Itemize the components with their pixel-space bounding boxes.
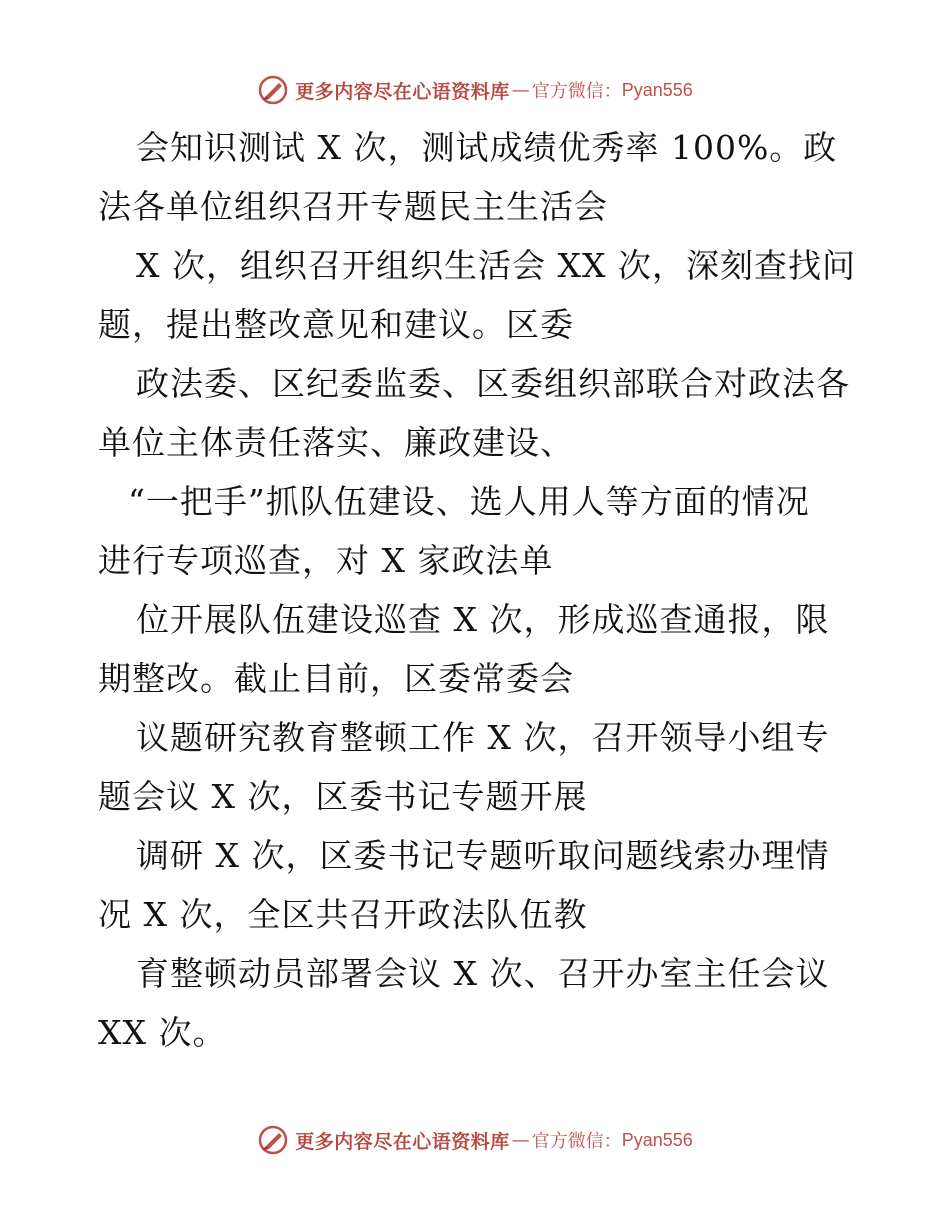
body-line: “一把手”抓队伍建设、选人用人等方面的情况 (128, 482, 810, 521)
body-line: 调研 X 次，区委书记专题听取问题线索办理情 (136, 836, 830, 875)
body-line: 议题研究教育整顿工作 X 次，召开领导小组专 (136, 718, 830, 757)
header-banner (0, 72, 950, 108)
body-line: 政法委、区纪委监委、区委组织部联合对政法各 (136, 364, 850, 403)
banner-separator: — (511, 1129, 530, 1151)
footer-banner (0, 1122, 950, 1158)
banner-wechat-id: Pyan556 (621, 1129, 693, 1150)
body-line: 位开展队伍建设巡查 X 次，形成巡查通报，限 (136, 600, 830, 639)
body-line: X 次，组织召开组织生活会 XX 次，深刻查找问 (136, 246, 856, 285)
body-line: 育整顿动员部署会议 X 次、召开办室主任会议 (136, 954, 830, 993)
banner-title: 更多内容尽在心语资料库 (295, 80, 510, 103)
body-line: 会知识测试 X 次，测试成绩优秀率 100%。政 (136, 128, 838, 167)
banner-separator: — (511, 79, 530, 101)
body-line: 法各单位组织召开专题民主生活会 (98, 187, 608, 226)
logo-icon (257, 1124, 289, 1156)
body-line: 期整改。截止目前，区委常委会 (98, 659, 574, 698)
banner-wechat-label: 官方微信： (531, 1131, 622, 1152)
banner-title: 更多内容尽在心语资料库 (295, 1130, 510, 1153)
body-line: 进行专项巡查，对 X 家政法单 (98, 541, 554, 580)
logo-icon (257, 74, 289, 106)
body-line: XX 次。 (98, 1013, 227, 1052)
document-body (98, 118, 858, 1062)
banner-wechat-label: 官方微信： (531, 81, 622, 102)
body-line: 题，提出整改意见和建议。区委 (98, 305, 574, 344)
body-line: 况 X 次，全区共召开政法队伍教 (98, 895, 588, 934)
body-line: 单位主体责任落实、廉政建设、 (98, 423, 574, 462)
body-line: 题会议 X 次，区委书记专题开展 (98, 777, 588, 816)
banner-wechat-id: Pyan556 (621, 79, 693, 100)
